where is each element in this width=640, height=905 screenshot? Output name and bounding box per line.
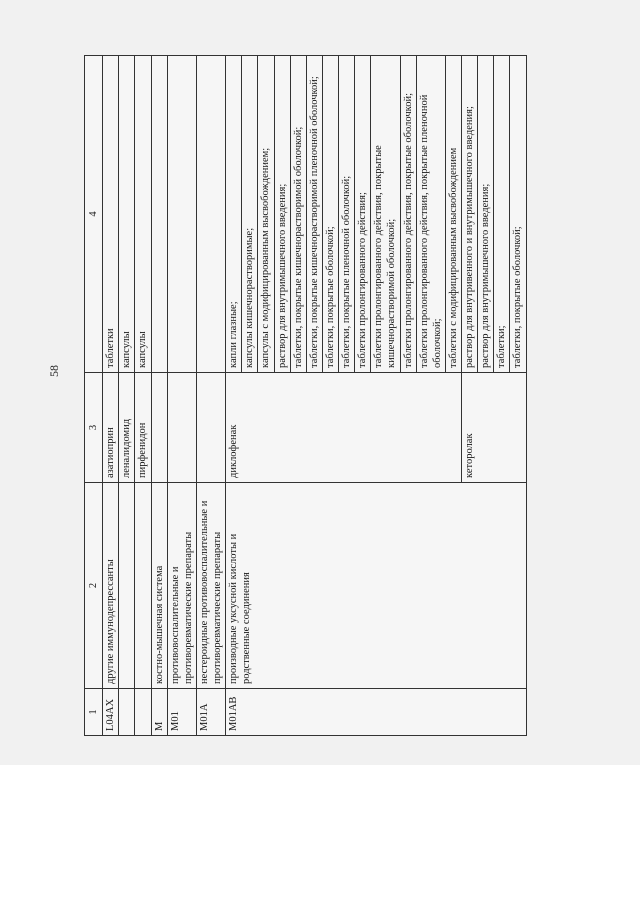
dosage-form: таблетки, покрытые кишечнорастворимой пленочной оболочкой; [306, 56, 322, 373]
page-margin [0, 765, 640, 905]
dosage-form: таблетки пролонгированного действия, покрытые пленочной оболочкой; [416, 56, 445, 373]
dosage-form: капсулы [135, 56, 151, 373]
drug-table-rotated [84, 56, 598, 736]
dosage-form: раствор для внутримышечного введения; [478, 56, 494, 373]
dosage-form: капсулы с модифицированным высвобождением; [258, 56, 274, 373]
drug-name: леналидомид [119, 373, 135, 483]
dosage-form: таблетки пролонгированного действия, покрытые оболочкой; [400, 56, 416, 373]
dosage-form: таблетки; [494, 56, 510, 373]
drug-name: азатиоприн [103, 373, 119, 483]
atc-code: L04AX [103, 689, 119, 736]
dosage-form: раствор для внутримышечного введения; [274, 56, 290, 373]
header-col-3: 3 [85, 373, 103, 483]
dosage-form: таблетки пролонгированного действия; [355, 56, 371, 373]
drug-name [151, 373, 167, 483]
table-row [167, 56, 196, 736]
dosage-form: таблетки [103, 56, 119, 373]
table-row [226, 56, 242, 736]
dosage-form [167, 56, 196, 373]
table-row [135, 56, 151, 736]
dosage-form: таблетки, покрытые оболочкой; [322, 56, 338, 373]
dosage-form: капсулы кишечнорастворимые; [242, 56, 258, 373]
drug-name: пирфенидон [135, 373, 151, 483]
atc-code: M01A [196, 689, 225, 736]
dosage-form [196, 56, 225, 373]
dosage-form: капсулы [119, 56, 135, 373]
header-col-2: 2 [85, 483, 103, 689]
group-name: нестероидные противовоспалительные и противоревматические препараты [196, 483, 225, 689]
group-name: противовоспалительные и противоревматические препараты [167, 483, 196, 689]
drug-table [84, 55, 527, 736]
drug-name: диклофенак [226, 373, 462, 483]
drug-name [196, 373, 225, 483]
dosage-form [151, 56, 167, 373]
dosage-form: таблетки пролонгированного действия, покрытые кишечнорастворимой оболочкой; [371, 56, 400, 373]
table-row [103, 56, 119, 736]
dosage-form: таблетки с модифицированным высвобождением [445, 56, 461, 373]
table-row [196, 56, 225, 736]
group-name: костно-мышечная система [151, 483, 167, 689]
drug-name: кеторолак [462, 373, 527, 483]
table-header-row [85, 56, 103, 736]
group-name: производные уксусной кислоты и родственные соединения [226, 483, 526, 689]
dosage-form: таблетки, покрытые оболочкой; [510, 56, 526, 373]
table-row [151, 56, 167, 736]
atc-code: M01 [167, 689, 196, 736]
dosage-form: капли глазные; [226, 56, 242, 373]
group-name [119, 483, 135, 689]
dosage-form: таблетки, покрытые пленочной оболочкой; [339, 56, 355, 373]
page-number: 58 [46, 365, 61, 377]
header-col-1: 1 [85, 689, 103, 736]
drug-name [167, 373, 196, 483]
atc-code: M [151, 689, 167, 736]
atc-code: M01AB [226, 689, 526, 736]
atc-code [119, 689, 135, 736]
dosage-form: таблетки, покрытые кишечнорастворимой оболочкой; [290, 56, 306, 373]
header-col-4: 4 [85, 56, 103, 373]
group-name [135, 483, 151, 689]
dosage-form: раствор для внутривенного и внутримышечного введения; [462, 56, 478, 373]
table-row [119, 56, 135, 736]
group-name: другие иммунодепрессанты [103, 483, 119, 689]
atc-code [135, 689, 151, 736]
